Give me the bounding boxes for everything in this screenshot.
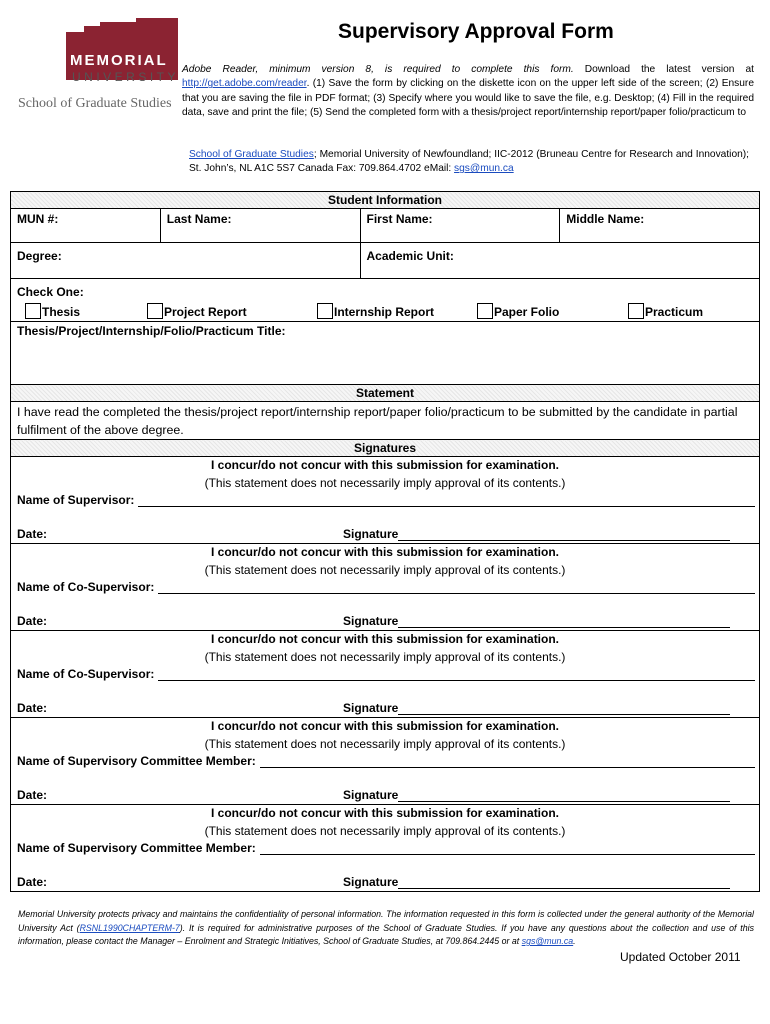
signature-label: Signature [343, 614, 399, 628]
not-imply-statement: (This statement does not necessarily imply approval of its contents.) [204, 650, 566, 664]
signature-label: Signature [343, 788, 399, 802]
adobe-reader-link[interactable]: http://get.adobe.com/reader [182, 78, 307, 90]
co-supervisor-name-label: Name of Co-Supervisor: [17, 580, 155, 594]
degree-field[interactable]: Degree: [11, 243, 361, 279]
option-internship-report[interactable] [317, 303, 434, 319]
steps-text: . (1) Save the form by clicking on the diskette icon on the upper left side of the screen; (2) Ensure that you are saving the file in PDF format; (3) Specify where you would like to save the file, e.g. Desktop; (4) Fill in the required data, save and print the file; (5) Send the completed form with a thesis/project report/internship report/paper folio/practicum to [182, 78, 754, 118]
date-label[interactable]: Date: [17, 614, 48, 628]
committee-member-name-line[interactable] [260, 755, 755, 768]
signature-block-co-supervisor-2 [11, 631, 760, 718]
download-text: Download the latest version at [573, 64, 754, 75]
concur-statement: I concur/do not concur with this submission for examination. [210, 719, 560, 733]
paper-folio-checkbox[interactable] [477, 303, 493, 319]
option-practicum-label: Practicum [645, 305, 704, 319]
committee-member-name-line[interactable] [260, 842, 755, 855]
title-input-area[interactable] [17, 341, 753, 380]
signatures-header: Signatures [11, 440, 760, 457]
committee-member-name-label: Name of Supervisory Committee Member: [17, 841, 256, 855]
co-supervisor-name-line[interactable] [158, 581, 755, 594]
supervisor-name-line[interactable] [138, 494, 755, 507]
thesis-checkbox[interactable] [25, 303, 41, 319]
signature-label: Signature [343, 527, 399, 541]
title-field-label: Thesis/Project/Internship/Folio/Practicum Title: [17, 324, 286, 338]
statement-text: I have read the completed the thesis/project report/internship report/paper folio/practicum to be submitted by the candidate in partial fulfilment of the above degree. [11, 402, 760, 440]
date-label[interactable]: Date: [17, 788, 48, 802]
contact-address-text: ; Memorial University of Newfoundland; IIC-2012 (Bruneau Centre for Research and Innovation); St. John’s, NL A1C 5S7 Canada Fax: 709.864.4702 eMail: [189, 149, 749, 175]
sgs-email-link[interactable]: sgs@mun.ca [454, 163, 514, 175]
updated-date: Updated October 2011 [620, 950, 741, 964]
signature-block-co-supervisor-1 [11, 544, 760, 631]
signature-line[interactable] [398, 876, 730, 889]
concur-statement: I concur/do not concur with this submission for examination. [210, 806, 560, 820]
signature-line[interactable] [398, 702, 730, 715]
signature-line[interactable] [398, 528, 730, 541]
privacy-text-3: . [573, 936, 576, 946]
contact-paragraph [189, 148, 749, 177]
program-options [11, 303, 759, 321]
concur-statement: I concur/do not concur with this submission for examination. [210, 458, 560, 472]
co-supervisor-name-line[interactable] [158, 668, 755, 681]
date-label[interactable]: Date: [17, 527, 48, 541]
project-report-checkbox[interactable] [147, 303, 163, 319]
privacy-text-2: ). It is required for administrative purposes of the School of Graduate Studies. If you have any questions about the collection and use of this information, please contact the Manager – Enrolment and Strategic Initiatives, School of Graduate Studies, at 709.864.2445 or at [18, 922, 754, 946]
signature-block-committee-2 [11, 805, 760, 892]
option-project-report[interactable] [147, 303, 247, 319]
program-type-cell [11, 279, 760, 385]
academic-unit-field[interactable]: Academic Unit: [360, 243, 759, 279]
practicum-checkbox[interactable] [628, 303, 644, 319]
logo-university-text: UNIVERSITY [72, 70, 180, 84]
co-supervisor-name-label: Name of Co-Supervisor: [17, 667, 155, 681]
option-project-report-label: Project Report [164, 305, 247, 319]
signature-block-committee-1 [11, 718, 760, 805]
signature-label: Signature [343, 875, 399, 889]
act-link[interactable]: RSNL1990CHAPTERM-7 [79, 922, 180, 933]
middle-name-field[interactable]: Middle Name: [560, 209, 760, 243]
option-paper-folio[interactable] [477, 303, 559, 319]
signature-line[interactable] [398, 789, 730, 802]
option-paper-folio-label: Paper Folio [494, 305, 560, 319]
option-thesis[interactable] [25, 303, 80, 319]
date-label[interactable]: Date: [17, 875, 48, 889]
committee-member-name-label: Name of Supervisory Committee Member: [17, 754, 256, 768]
privacy-notice [18, 908, 754, 949]
adobe-requirement-text: Adobe Reader, minimum version 8, is required to complete this form. [182, 64, 574, 75]
option-internship-report-label: Internship Report [334, 305, 435, 319]
logo-memorial-text: MEMORIAL [70, 52, 168, 69]
not-imply-statement: (This statement does not necessarily imply approval of its contents.) [204, 824, 566, 838]
sgs-link[interactable]: School of Graduate Studies [189, 149, 314, 160]
privacy-email-link[interactable]: sgs@mun.ca [521, 936, 574, 946]
instructions-paragraph [182, 63, 754, 120]
not-imply-statement: (This statement does not necessarily imply approval of its contents.) [204, 563, 566, 577]
option-thesis-label: Thesis [42, 305, 81, 319]
first-name-field[interactable]: First Name: [360, 209, 560, 243]
mun-field[interactable]: MUN #: [11, 209, 161, 243]
university-logo [18, 18, 178, 118]
signature-block-supervisor [11, 457, 760, 544]
not-imply-statement: (This statement does not necessarily imply approval of its contents.) [204, 476, 566, 490]
privacy-text-1: Memorial University protects privacy and maintains the confidentiality of personal information. The information requested in this form is collected under the general authority of the Memorial University Act ( [18, 909, 754, 933]
page-title: Supervisory Approval Form [338, 20, 614, 43]
internship-report-checkbox[interactable] [317, 303, 333, 319]
concur-statement: I concur/do not concur with this submission for examination. [210, 545, 560, 559]
last-name-field[interactable]: Last Name: [160, 209, 360, 243]
not-imply-statement: (This statement does not necessarily imply approval of its contents.) [204, 737, 566, 751]
logo-school-text: School of Graduate Studies [18, 96, 172, 111]
check-one-label: Check One: [17, 285, 84, 299]
statement-header: Statement [11, 385, 760, 402]
supervisor-name-label: Name of Supervisor: [17, 493, 135, 507]
signature-line[interactable] [398, 615, 730, 628]
student-info-header: Student Information [11, 192, 760, 209]
date-label[interactable]: Date: [17, 701, 48, 715]
concur-statement: I concur/do not concur with this submission for examination. [210, 632, 560, 646]
option-practicum[interactable] [628, 303, 703, 319]
approval-form-table [10, 191, 760, 892]
signature-label: Signature [343, 701, 399, 715]
